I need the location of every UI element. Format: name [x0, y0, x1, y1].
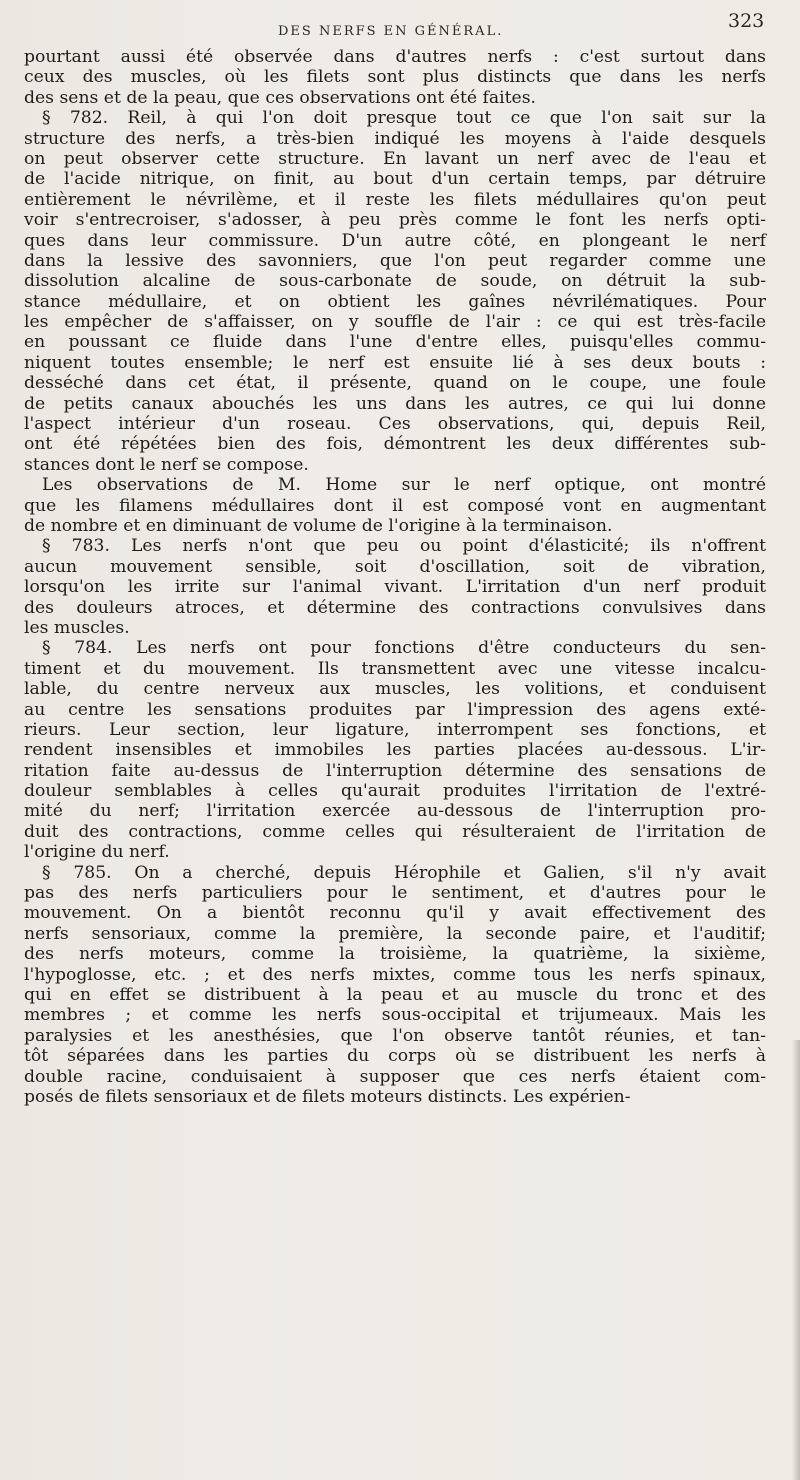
text-line: paralysies et les anesthésies, que l'on observe tantôt réunies, et tan- [24, 1025, 766, 1046]
text-line: Les observations de M. Home sur le nerf optique, ont montré [42, 475, 766, 496]
text-line: qui en effet se distribuent à la peau et au muscle du tronc et des [24, 984, 766, 1005]
text-line: de petits canaux abouchés les uns dans les autres, ce qui lui donne [24, 393, 766, 414]
text-line: au centre les sensations produites par l'impression des agens exté- [24, 699, 766, 720]
text-line: membres ; et comme les nerfs sous-occipital et trijumeaux. Mais les [24, 1005, 766, 1026]
text-line: lorsqu'on les irrite sur l'animal vivant. L'irritation d'un nerf produit [24, 577, 766, 598]
text-line: stances dont le nerf se compose. [24, 454, 309, 475]
text-line: les muscles. [24, 617, 130, 638]
text-line: pourtant aussi été observée dans d'autres nerfs : c'est surtout dans [24, 47, 766, 67]
running-title: DES NERFS EN GÉNÉRAL. [278, 24, 504, 39]
text-line: dissolution alcaline de sous-carbonate de soude, on détruit la sub- [24, 271, 766, 292]
text-line: ques dans leur commissure. D'un autre côté, en plongeant le nerf [24, 230, 766, 251]
text-line: double racine, conduisaient à supposer que ces nerfs étaient com- [24, 1066, 766, 1087]
body-text [24, 47, 766, 1107]
text-line: que les filamens médullaires dont il est composé vont en augmentant [24, 495, 766, 516]
text-line: des sens et de la peau, que ces observations ont été faites. [24, 87, 536, 108]
text-line: mouvement. On a bientôt reconnu qu'il y avait effectivement des [24, 903, 766, 924]
text-line: § 782. Reil, à qui l'on doit presque tout ce que l'on sait sur la [42, 108, 766, 129]
text-line: l'hypoglosse, etc. ; et des nerfs mixtes, comme tous les nerfs spinaux, [24, 964, 766, 985]
text-line: timent et du mouvement. Ils transmettent avec une vitesse incalcu- [24, 658, 766, 679]
text-line: posés de filets sensoriaux et de filets moteurs distincts. Les expérien- [24, 1086, 631, 1107]
text-line: de l'acide nitrique, on finit, au bout d'un certain temps, par détruire [24, 169, 766, 190]
text-line: § 784. Les nerfs ont pour fonctions d'être conducteurs du sen- [42, 638, 766, 659]
text-line: § 785. On a cherché, depuis Hérophile et Galien, s'il n'y avait [42, 862, 766, 883]
page-number: 323 [728, 10, 765, 32]
text-line: § 783. Les nerfs n'ont que peu ou point d'élasticité; ils n'offrent [42, 536, 766, 557]
text-line: rendent insensibles et immobiles les parties placées au-dessous. L'ir- [24, 740, 766, 761]
text-line: voir s'entrecroiser, s'adosser, à peu près comme le font les nerfs opti- [24, 210, 766, 231]
text-line: les empêcher de s'affaisser, on y souffle de l'air : ce qui est très-facile [24, 312, 766, 333]
text-line: dans la lessive des savonniers, que l'on peut regarder comme une [24, 250, 766, 271]
text-line: stance médullaire, et on obtient les gaînes névrilématiques. Pour [24, 291, 766, 312]
text-line: duit des contractions, comme celles qui résulteraient de l'irritation de [24, 821, 766, 842]
text-line: l'aspect intérieur d'un roseau. Ces observations, qui, depuis Reil, [24, 414, 766, 435]
text-line: niquent toutes ensemble; le nerf est ensuite lié à ses deux bouts : [24, 352, 766, 373]
text-line: on peut observer cette structure. En lavant un nerf avec de l'eau et [24, 148, 766, 169]
text-line: ceux des muscles, où les filets sont plus distincts que dans les nerfs [24, 67, 766, 88]
text-line: rieurs. Leur section, leur ligature, interrompent ses fonctions, et [24, 719, 766, 740]
text-line: de nombre et en diminuant de volume de l'origine à la terminaison. [24, 515, 613, 536]
text-line: ont été répétées bien des fois, démontrent les deux différentes sub- [24, 434, 766, 455]
text-line: tôt séparées dans les parties du corps où se distribuent les nerfs à [24, 1046, 766, 1067]
text-line: aucun mouvement sensible, soit d'oscillation, soit de vibration, [24, 556, 766, 577]
text-line: des douleurs atroces, et détermine des contractions convulsives dans [24, 597, 766, 618]
text-line: des nerfs moteurs, comme la troisième, la quatrième, la sixième, [24, 944, 766, 965]
text-line: douleur semblables à celles qu'aurait produites l'irritation de l'extré- [24, 781, 766, 802]
text-line: nerfs sensoriaux, comme la première, la seconde paire, et l'auditif; [24, 923, 766, 944]
text-line: en poussant ce fluide dans l'une d'entre elles, puisqu'elles commu- [24, 332, 766, 353]
text-line: desséché dans cet état, il présente, quand on le coupe, une foule [24, 373, 766, 394]
page-header [0, 8, 800, 48]
text-line: ritation faite au-dessus de l'interruption détermine des sensations de [24, 760, 766, 781]
binding-shadow [792, 1040, 800, 1480]
text-line: structure des nerfs, a très-bien indiqué les moyens à l'aide desquels [24, 128, 766, 149]
text-line: entièrement le névrilème, et il reste les filets médullaires qu'on peut [24, 189, 766, 210]
text-line: l'origine du nerf. [24, 842, 170, 863]
text-line: pas des nerfs particuliers pour le sentiment, et d'autres pour le [24, 883, 766, 904]
text-line: lable, du centre nerveux aux muscles, les volitions, et conduisent [24, 679, 766, 700]
text-line: mité du nerf; l'irritation exercée au-dessous de l'interruption pro- [24, 801, 766, 822]
